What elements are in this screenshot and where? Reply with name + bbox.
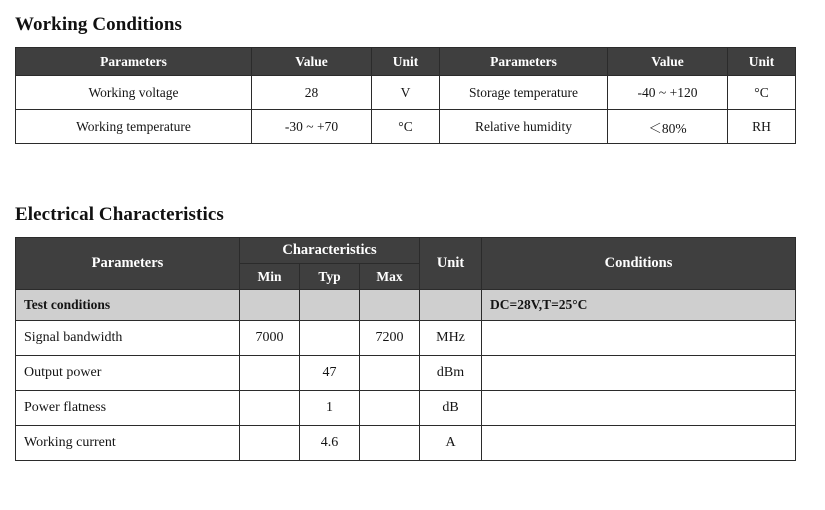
cell-unit: V: [372, 76, 440, 110]
working-conditions-table: [15, 47, 796, 144]
table-row: [16, 76, 796, 110]
column-header-parameters-1: Parameters: [16, 48, 252, 76]
table-row: [16, 356, 796, 391]
cell-unit: dB: [420, 391, 482, 426]
cell-max: [360, 356, 420, 391]
cell-unit: °C: [372, 110, 440, 144]
cell-unit: dBm: [420, 356, 482, 391]
cell-value: -30 ~ +70: [252, 110, 372, 144]
cell-typ: 4.6: [300, 426, 360, 461]
column-header-parameters: Parameters: [16, 238, 240, 290]
cell-conditions: [482, 356, 796, 391]
cell-unit: A: [420, 426, 482, 461]
page-title-working-conditions: Working Conditions: [15, 14, 183, 35]
column-header-conditions: Conditions: [482, 238, 796, 290]
cell-conditions: DC=28V,T=25°C: [482, 290, 796, 321]
cell-test-conditions-label: Test conditions: [16, 290, 240, 321]
column-header-value-2: Value: [608, 48, 728, 76]
cell-conditions: [482, 426, 796, 461]
cell-parameter-name: Relative humidity: [440, 110, 608, 144]
column-header-unit: Unit: [420, 238, 482, 290]
cell-max: [360, 426, 420, 461]
cell-unit: °C: [728, 76, 796, 110]
cell-typ: 1: [300, 391, 360, 426]
cell-parameter-name: Working temperature: [16, 110, 252, 144]
cell-unit: [420, 290, 482, 321]
table-header-row: [16, 48, 796, 76]
table-row: [16, 391, 796, 426]
cell-parameter-name: Working voltage: [16, 76, 252, 110]
cell-typ: [300, 321, 360, 356]
column-header-parameters-2: Parameters: [440, 48, 608, 76]
table-row: [16, 321, 796, 356]
column-header-value-1: Value: [252, 48, 372, 76]
electrical-characteristics-table: [15, 237, 796, 461]
cell-parameter-name: Output power: [16, 356, 240, 391]
column-header-min: Min: [240, 264, 300, 290]
cell-max: [360, 290, 420, 321]
column-header-unit-1: Unit: [372, 48, 440, 76]
cell-min: [240, 356, 300, 391]
cell-max: 7200: [360, 321, 420, 356]
cell-max: [360, 391, 420, 426]
cell-min: [240, 426, 300, 461]
cell-unit: RH: [728, 110, 796, 144]
cell-parameter-name: Storage temperature: [440, 76, 608, 110]
cell-typ: [300, 290, 360, 321]
cell-conditions: [482, 391, 796, 426]
cell-min: [240, 290, 300, 321]
table-row-test-conditions: [16, 290, 796, 321]
cell-typ: 47: [300, 356, 360, 391]
cell-value: -40 ~ +120: [608, 76, 728, 110]
table-row: [16, 110, 796, 144]
cell-value: ＜80%: [608, 110, 728, 144]
table-row: [16, 426, 796, 461]
cell-parameter-name: Power flatness: [16, 391, 240, 426]
cell-min: [240, 391, 300, 426]
cell-conditions: [482, 321, 796, 356]
cell-parameter-name: Signal bandwidth: [16, 321, 240, 356]
cell-value: 28: [252, 76, 372, 110]
cell-min: 7000: [240, 321, 300, 356]
cell-unit: MHz: [420, 321, 482, 356]
column-header-unit-2: Unit: [728, 48, 796, 76]
table-header-row: [16, 238, 796, 264]
column-header-typ: Typ: [300, 264, 360, 290]
cell-parameter-name: Working current: [16, 426, 240, 461]
column-header-characteristics: Characteristics: [240, 238, 420, 264]
column-header-max: Max: [360, 264, 420, 290]
page-title-electrical-characteristics: Electrical Characteristics: [15, 204, 224, 225]
